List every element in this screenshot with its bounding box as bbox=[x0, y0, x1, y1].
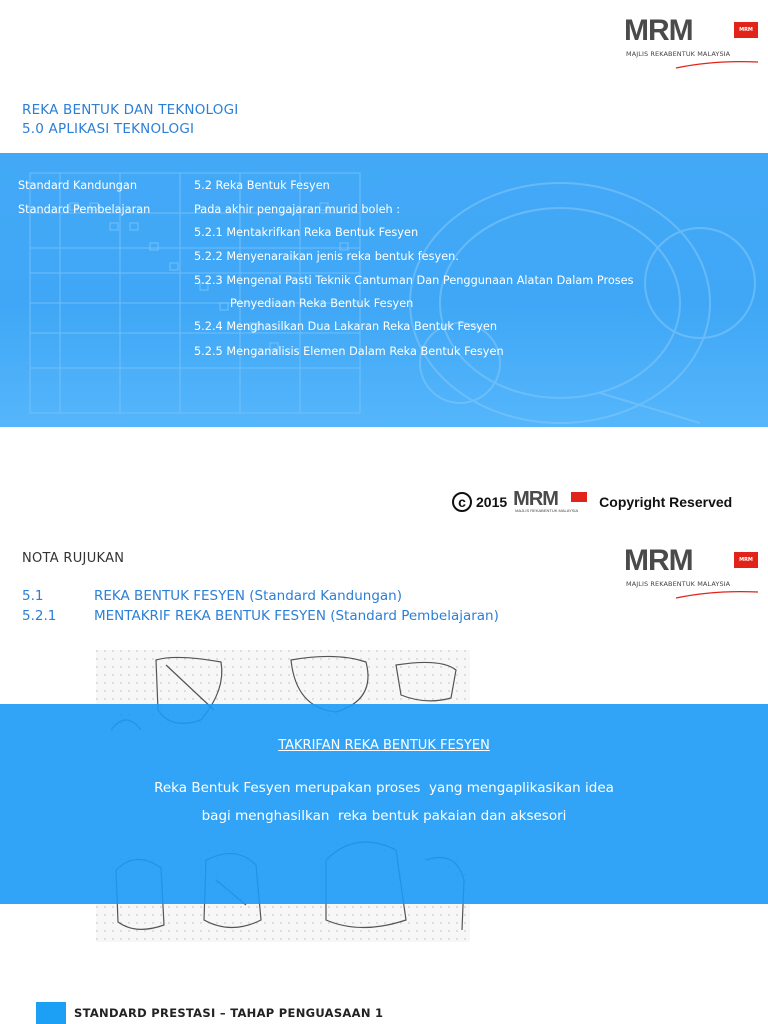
logo-flag: MRM bbox=[734, 22, 758, 38]
learning-item: 5.2.2 Menyenaraikan jenis reka bentuk fesyen. bbox=[194, 250, 459, 263]
copyright-logo-mark: MRM bbox=[513, 488, 558, 510]
mrm-logo bbox=[624, 14, 760, 78]
standard-row-text: REKA BENTUK FESYEN (Standard Kandungan) bbox=[94, 588, 403, 604]
definition-title bbox=[0, 738, 768, 753]
learning-item: 5.2.3 Mengenal Pasti Teknik Cantuman Dan Penggunaan Alatan Dalam Proses bbox=[194, 274, 634, 287]
standard-row-number: 5.1 bbox=[22, 588, 44, 604]
copyright-logo-flag bbox=[571, 492, 587, 502]
copyright-logo-subtitle: MAJLIS REKABENTUK MALAYSIA bbox=[515, 508, 579, 513]
standard-row-number: 5.2.1 bbox=[22, 608, 57, 624]
copyright-logo bbox=[513, 490, 591, 514]
value-standard-kandungan: 5.2 Reka Bentuk Fesyen bbox=[194, 179, 330, 192]
definition-line-1: Reka Bentuk Fesyen merupakan proses yang mengaplikasikan idea bbox=[154, 780, 614, 796]
subject-title: REKA BENTUK DAN TEKNOLOGI bbox=[22, 102, 239, 118]
topic-title: 5.0 APLIKASI TEKNOLOGI bbox=[22, 121, 195, 137]
logo-flag: MRM bbox=[734, 552, 758, 568]
logo-subtitle: MAJLIS REKABENTUK MALAYSIA bbox=[626, 580, 731, 588]
logo-swoosh-icon bbox=[674, 588, 760, 600]
learning-item: 5.2.1 Mentakrifkan Reka Bentuk Fesyen bbox=[194, 226, 419, 239]
footer-heading: STANDARD PRESTASI – TAHAP PENGUASAAN 1 bbox=[74, 1006, 384, 1020]
learning-item-continuation: Penyediaan Reka Bentuk Fesyen bbox=[230, 297, 414, 310]
copyright-icon: c bbox=[452, 492, 472, 512]
copyright-text: Copyright Reserved bbox=[599, 494, 733, 510]
logo-subtitle: MAJLIS REKABENTUK MALAYSIA bbox=[626, 50, 731, 58]
logo-mark: MRM bbox=[624, 14, 693, 47]
label-standard-pembelajaran: Standard Pembelajaran bbox=[18, 203, 151, 216]
copyright-line bbox=[452, 490, 732, 514]
copyright-year: 2015 bbox=[476, 494, 508, 510]
learning-item: 5.2.4 Menghasilkan Dua Lakaran Reka Bentuk Fesyen bbox=[194, 320, 498, 333]
logo-mark: MRM bbox=[624, 544, 693, 577]
standard-row-text: MENTAKRIF REKA BENTUK FESYEN (Standard Pembelajaran) bbox=[94, 608, 499, 624]
nota-rujukan-heading: NOTA RUJUKAN bbox=[22, 551, 125, 566]
definition-line-2: bagi menghasilkan reka bentuk pakaian dan aksesori bbox=[201, 808, 567, 824]
footer-marker bbox=[36, 1002, 66, 1024]
learning-item: 5.2.5 Menganalisis Elemen Dalam Reka Bentuk Fesyen bbox=[194, 345, 504, 358]
label-standard-kandungan: Standard Kandungan bbox=[18, 179, 138, 192]
definition-banner bbox=[0, 704, 768, 904]
learning-intro: Pada akhir pengajaran murid boleh : bbox=[194, 203, 401, 216]
logo-swoosh-icon bbox=[674, 58, 760, 70]
mrm-logo bbox=[624, 544, 760, 608]
definition-title-text: TAKRIFAN REKA BENTUK FESYEN bbox=[278, 738, 490, 753]
standard-banner bbox=[0, 153, 768, 427]
